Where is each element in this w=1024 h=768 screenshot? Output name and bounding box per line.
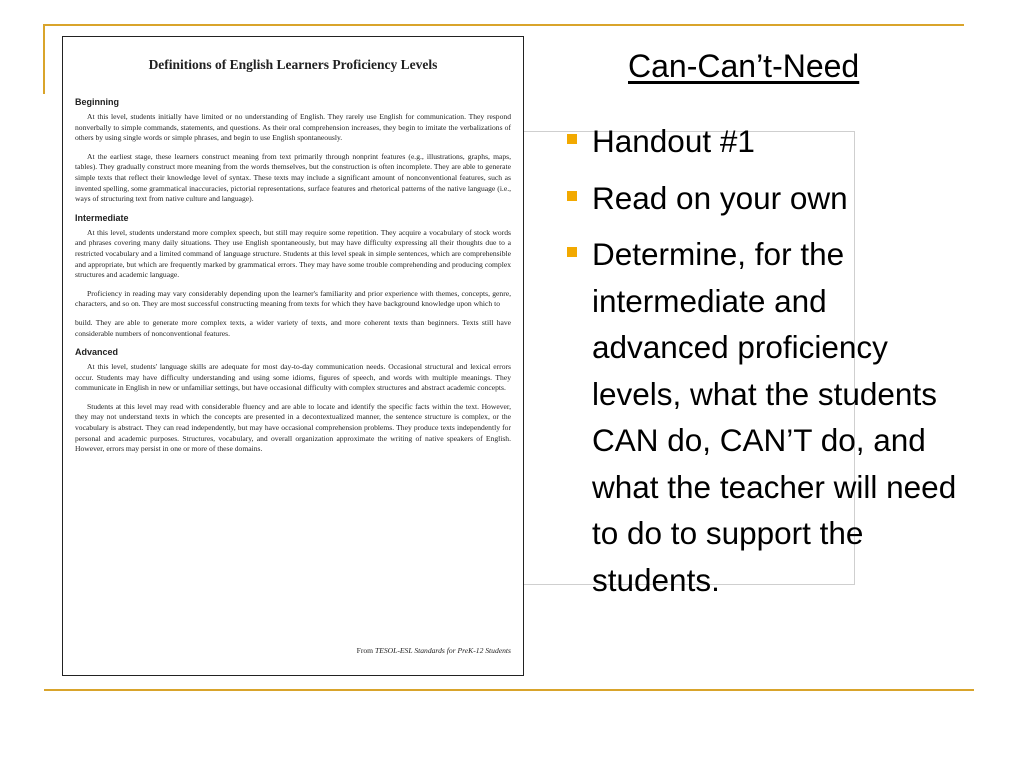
- left-rule: [43, 24, 45, 94]
- paragraph: At this level, students' language skills are adequate for most day-to-day communication needs. Occasional structural and lexical errors occur. Students may have difficulty understanding and using some idioms, figures of speech, and words with multiple meanings. They communicate in English in new or unfamiliar settings, but have occasional difficulty with complex structures and abstract academic concepts.: [75, 362, 511, 393]
- handout-title: Definitions of English Learners Proficiency Levels: [148, 57, 438, 72]
- source-citation: [357, 646, 511, 655]
- source-prefix: From: [356, 646, 374, 655]
- section-heading-beginning: Beginning: [75, 97, 119, 107]
- source-title: TESOL-ESL Standards for PreK-12 Students: [375, 646, 511, 655]
- square-bullet-icon: [567, 247, 577, 257]
- bullet-text: Handout #1: [592, 123, 755, 159]
- handout-page: [62, 36, 524, 676]
- bullet-list: [566, 118, 971, 613]
- paragraph: At this level, students initially have limited or no understanding of English. They rarely use English for communication. They respond nonverbally to simple commands, statements, and questions. As their oral comprehension increases, they begin to imitate the verbalizations of others by using single words or simple phrases, and begin to use English spontaneously.: [75, 112, 511, 143]
- bullet-text: Read on your own: [592, 179, 848, 216]
- top-rule: [44, 24, 964, 26]
- bullet-item: [566, 231, 971, 603]
- paragraph: build. They are able to generate more complex texts, a wider variety of texts, and more coherent texts than beginners. Texts still have considerable numbers of nonconventional features.: [75, 317, 511, 338]
- slide-title: Can-Can’t-Need: [628, 48, 860, 84]
- bottom-rule: [44, 689, 974, 691]
- paragraph: At this level, students understand more complex speech, but still may require some repetition. They acquire a vocabulary of stock words and phrases covering many daily situations. They use English spontaneously, but may have difficulty expressing all their thoughts due to a restricted vocabulary and a limited command of language structure. Students at this level speak in simple sentences, which are comprehensible and appropriate, but which are frequently marked by grammatical errors. They may have some trouble comprehending and producing complex structures and academic language.: [75, 227, 511, 280]
- square-bullet-icon: [567, 191, 577, 201]
- paragraph: At the earliest stage, these learners construct meaning from text primarily through nonprint features (e.g., illustrations, graphs, maps, tables). They gradually construct more meaning from the words themselves, but the construction is often incomplete. They are able to generate simple texts that reflect their knowledge level of syntax. These texts may include a significant amount of nonconventional features, such as invented spelling, some grammatical inaccuracies, pictorial representations, surface features and rhetorical patterns of the native language (i.e., ways of structuring text from native culture and language).: [75, 151, 511, 204]
- bullet-text: Determine, for the intermediate and advanced proficiency levels, what the students CAN do, CAN’T do, and what the teacher will need to do to support the students.: [592, 236, 957, 598]
- bullet-item: [566, 175, 971, 222]
- paragraph: Proficiency in reading may vary considerably depending upon the learner's familiarity and prior experience with themes, concepts, genre, characters, and so on. They are most successful constructing meaning from texts for which they have background knowledge upon which to: [75, 288, 511, 309]
- square-bullet-icon: [567, 134, 577, 144]
- bullet-item: [566, 118, 971, 165]
- section-heading-advanced: Advanced: [75, 347, 119, 358]
- section-heading-intermediate: Intermediate: [75, 212, 129, 223]
- paragraph: Students at this level may read with considerable fluency and are able to locate and identify the specific facts within the text. However, they may not understand texts in which the concepts are presented in a decontextualized manner, the sentence structure is complex, or the vocabulary is abstract. They can read independently, but may have occasional comprehension problems. They produce texts independently for personal and academic purposes. Structures, vocabulary, and overall organization approximate the writing of native speakers of English. However, errors may persist in one or more of these domains.: [75, 401, 511, 454]
